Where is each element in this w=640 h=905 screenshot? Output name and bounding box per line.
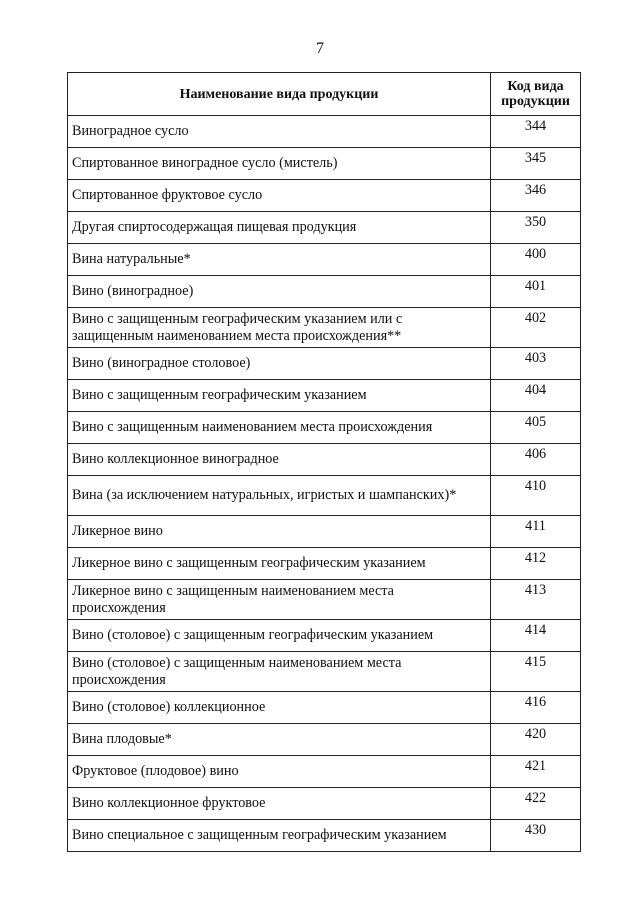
table-row [68, 476, 581, 516]
product-name: Вино коллекционное фруктовое [68, 788, 491, 820]
product-name: Вино (виноградное столовое) [68, 348, 491, 380]
product-name: Вина натуральные* [68, 244, 491, 276]
table-row [68, 692, 581, 724]
product-name: Виноградное сусло [68, 116, 491, 148]
table-row [68, 412, 581, 444]
table-row [68, 820, 581, 852]
product-name: Вино специальное с защищенным географическим указанием [68, 820, 491, 852]
product-type-table [67, 72, 581, 852]
product-code: 410 [491, 476, 581, 516]
table-row [68, 244, 581, 276]
product-name: Вина (за исключением натуральных, игристых и шампанских)* [68, 476, 491, 516]
product-name: Другая спиртосодержащая пищевая продукция [68, 212, 491, 244]
table-row [68, 788, 581, 820]
product-code: 350 [491, 212, 581, 244]
product-code: 416 [491, 692, 581, 724]
product-name: Вино коллекционное виноградное [68, 444, 491, 476]
table-header-row [68, 73, 581, 116]
product-code: 344 [491, 116, 581, 148]
product-name: Вино с защищенным наименованием места происхождения [68, 412, 491, 444]
product-code: 400 [491, 244, 581, 276]
table-row [68, 652, 581, 692]
product-code: 412 [491, 548, 581, 580]
product-code: 411 [491, 516, 581, 548]
page-number: 7 [316, 40, 324, 57]
table-row [68, 276, 581, 308]
product-code: 346 [491, 180, 581, 212]
product-code: 403 [491, 348, 581, 380]
product-code: 421 [491, 756, 581, 788]
product-code: 413 [491, 580, 581, 620]
product-name: Ликерное вино с защищенным географическим указанием [68, 548, 491, 580]
table-row [68, 756, 581, 788]
product-code: 405 [491, 412, 581, 444]
product-name: Вино (столовое) коллекционное [68, 692, 491, 724]
table-row [68, 444, 581, 476]
product-name: Спиртованное фруктовое сусло [68, 180, 491, 212]
table-row [68, 148, 581, 180]
product-code: 422 [491, 788, 581, 820]
product-name: Фруктовое (плодовое) вино [68, 756, 491, 788]
table-row [68, 580, 581, 620]
product-name: Спиртованное виноградное сусло (мистель) [68, 148, 491, 180]
table-row [68, 212, 581, 244]
header-product-code: Код вида продукции [491, 73, 581, 116]
header-product-name: Наименование вида продукции [68, 73, 491, 116]
table-row [68, 116, 581, 148]
product-code: 415 [491, 652, 581, 692]
table-row [68, 620, 581, 652]
table-row [68, 348, 581, 380]
product-code: 414 [491, 620, 581, 652]
product-code: 401 [491, 276, 581, 308]
product-name: Вино (столовое) с защищенным географическим указанием [68, 620, 491, 652]
product-name: Вино (виноградное) [68, 276, 491, 308]
table-row [68, 180, 581, 212]
product-name: Ликерное вино с защищенным наименованием места происхождения [68, 580, 491, 620]
table-row [68, 548, 581, 580]
table-row [68, 308, 581, 348]
table-row [68, 380, 581, 412]
product-name: Вино с защищенным географическим указанием или с защищенным наименованием места происхождения** [68, 308, 491, 348]
product-code: 345 [491, 148, 581, 180]
table-row [68, 516, 581, 548]
product-code: 404 [491, 380, 581, 412]
product-code: 406 [491, 444, 581, 476]
product-name: Ликерное вино [68, 516, 491, 548]
product-code: 420 [491, 724, 581, 756]
table-row [68, 724, 581, 756]
product-code: 402 [491, 308, 581, 348]
product-name: Вино с защищенным географическим указанием [68, 380, 491, 412]
product-code: 430 [491, 820, 581, 852]
product-name: Вино (столовое) с защищенным наименованием места происхождения [68, 652, 491, 692]
product-name: Вина плодовые* [68, 724, 491, 756]
